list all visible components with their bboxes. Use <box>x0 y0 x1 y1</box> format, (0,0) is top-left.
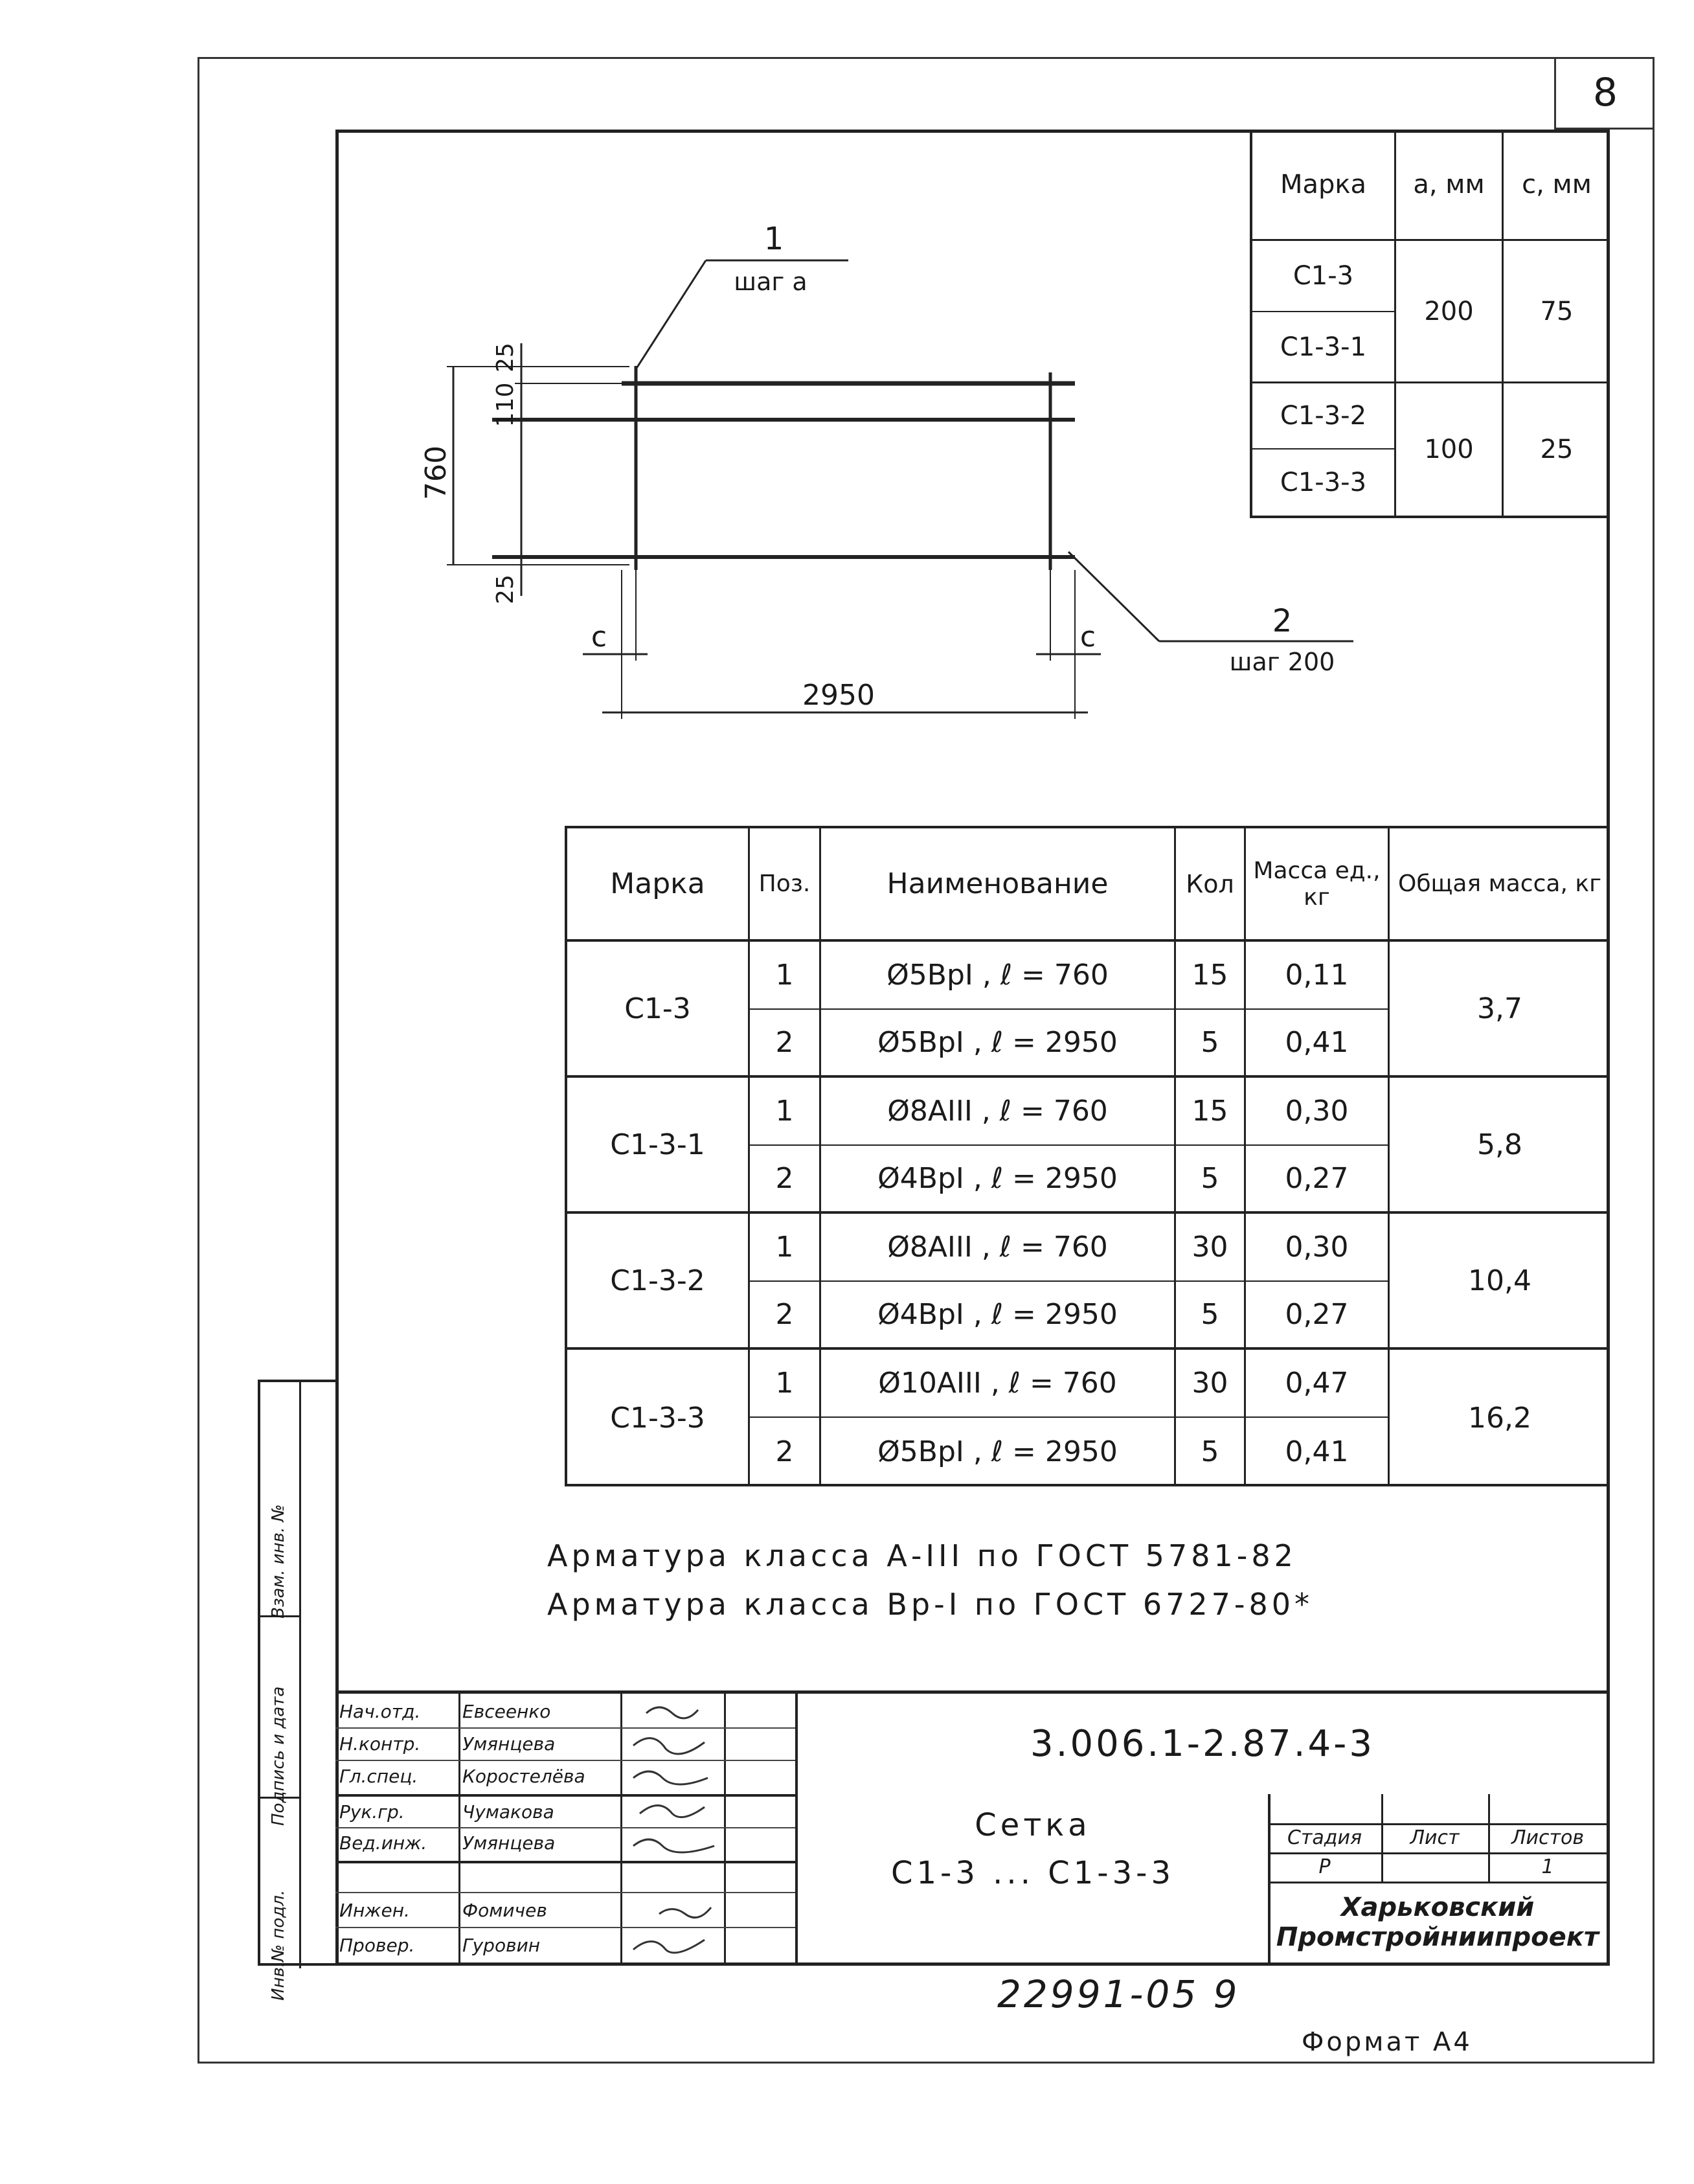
archive-number: 22991-05 9 <box>997 1972 1240 2016</box>
spec-mark: С1-3-1 <box>567 1078 750 1214</box>
sheet-header: Лист <box>1410 1826 1460 1849</box>
staff-name: Евсеенко <box>462 1701 551 1722</box>
param-mark: С1-3-3 <box>1252 449 1396 516</box>
organization: Харьковский Промстройниипроект <box>1276 1892 1599 1952</box>
spec-qty: 30 <box>1176 1214 1246 1282</box>
spec-header-qty: Кол <box>1176 828 1246 942</box>
pos1-label: 1 <box>763 221 784 257</box>
dim-760: 760 <box>420 446 453 500</box>
dim-c-right: c <box>1079 620 1096 654</box>
param-a-value: 100 <box>1396 383 1504 516</box>
spec-header-pos: Поз. <box>750 828 821 942</box>
spec-qty: 5 <box>1176 1010 1246 1078</box>
stage-value: Р <box>1318 1856 1331 1878</box>
staff-role: Нач.отд. <box>339 1701 421 1722</box>
dim-110: 110 <box>492 382 519 427</box>
title-block <box>335 1690 1610 1966</box>
spec-unit-mass: 0,47 <box>1246 1350 1390 1418</box>
sheets-header: Листов <box>1511 1826 1585 1849</box>
sheet-number: 8 <box>1592 69 1618 115</box>
spec-header-name: Наименование <box>821 828 1176 942</box>
spec-name: Ø10АIII , ℓ = 760 <box>821 1350 1176 1418</box>
spec-total-mass: 16,2 <box>1468 1401 1531 1435</box>
spec-qty: 5 <box>1176 1418 1246 1486</box>
spec-pos: 2 <box>750 1146 821 1214</box>
signature-mark <box>633 1940 705 1953</box>
staff-role: Инжен. <box>339 1900 410 1921</box>
spec-qty: 5 <box>1176 1146 1246 1214</box>
spec-header-unit-mass: Масса ед., кг <box>1246 828 1390 942</box>
spec-name: Ø5ВрI , ℓ = 760 <box>821 942 1176 1010</box>
spec-qty: 15 <box>1176 1078 1246 1146</box>
sheets-value: 1 <box>1541 1856 1554 1878</box>
spec-unit-mass: 0,11 <box>1246 942 1390 1010</box>
param-a-value: 200 <box>1396 241 1504 383</box>
staff-name: Чумакова <box>462 1801 554 1823</box>
staff-role: Провер. <box>339 1935 415 1956</box>
spec-pos: 2 <box>750 1282 821 1350</box>
side-stamp <box>258 1380 335 2001</box>
spec-qty: 30 <box>1176 1350 1246 1418</box>
spec-pos: 1 <box>750 1214 821 1282</box>
pos2-label: 2 <box>1272 603 1293 639</box>
signature-mark <box>633 1738 705 1754</box>
spec-unit-mass: 0,27 <box>1246 1146 1390 1214</box>
staff-name: Умянцева <box>462 1832 556 1854</box>
note-line: Арматура класса А-III по ГОСТ 5781-82 <box>547 1538 1297 1573</box>
spec-name: Ø4ВрI , ℓ = 2950 <box>821 1282 1176 1350</box>
spec-pos: 2 <box>750 1010 821 1078</box>
param-mark: С1-3 <box>1252 241 1396 312</box>
note-line: Арматура класса Вр-I по ГОСТ 6727-80* <box>547 1587 1314 1622</box>
drawing-code: 3.006.1-2.87.4-3 <box>1030 1723 1375 1765</box>
signatures <box>620 1694 724 1966</box>
spec-unit-mass: 0,30 <box>1246 1214 1390 1282</box>
pos2-step: шаг 200 <box>1229 648 1335 676</box>
param-header-a: a, мм <box>1396 130 1504 241</box>
signature-mark <box>633 1839 714 1852</box>
spec-pos: 1 <box>750 942 821 1010</box>
spec-unit-mass: 0,30 <box>1246 1078 1390 1146</box>
spec-pos: 1 <box>750 1078 821 1146</box>
spec-mark: С1-3-2 <box>567 1214 750 1350</box>
spec-total-mass: 5,8 <box>1390 1078 1610 1214</box>
signature-mark <box>646 1707 698 1718</box>
format-label: Формат А4 <box>1302 2027 1473 2057</box>
spec-header-total-mass: Общая масса, кг <box>1390 828 1610 942</box>
spec-qty: 5 <box>1176 1282 1246 1350</box>
param-mark: С1-3-1 <box>1252 312 1396 383</box>
param-table <box>1250 130 1610 518</box>
staff-role: Гл.спец. <box>339 1766 418 1787</box>
spec-table <box>565 826 1610 1486</box>
side-stamp-text: Инв.№ подл. <box>269 1889 288 2001</box>
staff-name: Коростелёва <box>462 1766 585 1787</box>
staff-role: Рук.гр. <box>339 1801 405 1823</box>
staff-role: Вед.инж. <box>339 1832 427 1854</box>
spec-name: Ø5ВрI , ℓ = 2950 <box>821 1418 1176 1486</box>
spec-qty: 15 <box>1176 942 1246 1010</box>
side-stamp-text: Взам. инв. № <box>269 1504 288 1619</box>
spec-mark: С1-3-3 <box>567 1350 750 1486</box>
param-header-mark: Марка <box>1252 130 1396 241</box>
spec-name: Ø4ВрI , ℓ = 2950 <box>821 1146 1176 1214</box>
pos1-step: шаг a <box>734 267 807 296</box>
signature-mark <box>633 1771 708 1784</box>
spec-unit-mass: 0,41 <box>1246 1010 1390 1078</box>
dim-25-top: 25 <box>492 343 519 372</box>
dim-c-left: c <box>591 620 607 654</box>
spec-pos: 2 <box>750 1418 821 1486</box>
signature-mark <box>640 1806 705 1817</box>
staff-name: Гуровин <box>462 1935 541 1956</box>
dim-2950: 2950 <box>802 679 875 712</box>
side-stamp-text: Подпись и дата <box>269 1686 288 1826</box>
spec-unit-mass: 0,41 <box>1246 1418 1390 1486</box>
param-c-value: 75 <box>1504 241 1610 383</box>
spec-total-mass: 10,4 <box>1390 1214 1610 1350</box>
spec-total-mass: 3,7 <box>1390 942 1610 1078</box>
spec-header-mark: Марка <box>567 828 750 942</box>
param-c-value: 25 <box>1540 435 1574 464</box>
staff-name: Умянцева <box>462 1733 556 1755</box>
drawing-title: Сетка С1-3 ... С1-3-3 <box>891 1807 1175 1891</box>
param-header-c: c, мм <box>1504 130 1610 241</box>
dim-25-bottom: 25 <box>492 574 519 604</box>
staff-role: Н.контр. <box>339 1733 421 1755</box>
stage-header: Стадия <box>1287 1826 1362 1849</box>
spec-name: Ø8АIII , ℓ = 760 <box>821 1078 1176 1146</box>
spec-pos: 1 <box>750 1350 821 1418</box>
signature-mark <box>659 1907 711 1918</box>
param-mark: С1-3-2 <box>1252 383 1396 449</box>
spec-name: Ø8АIII , ℓ = 760 <box>821 1214 1176 1282</box>
staff-name: Фомичев <box>462 1900 547 1921</box>
spec-unit-mass: 0,27 <box>1246 1282 1390 1350</box>
spec-name: Ø5ВрI , ℓ = 2950 <box>821 1010 1176 1078</box>
spec-mark: С1-3 <box>567 942 750 1078</box>
